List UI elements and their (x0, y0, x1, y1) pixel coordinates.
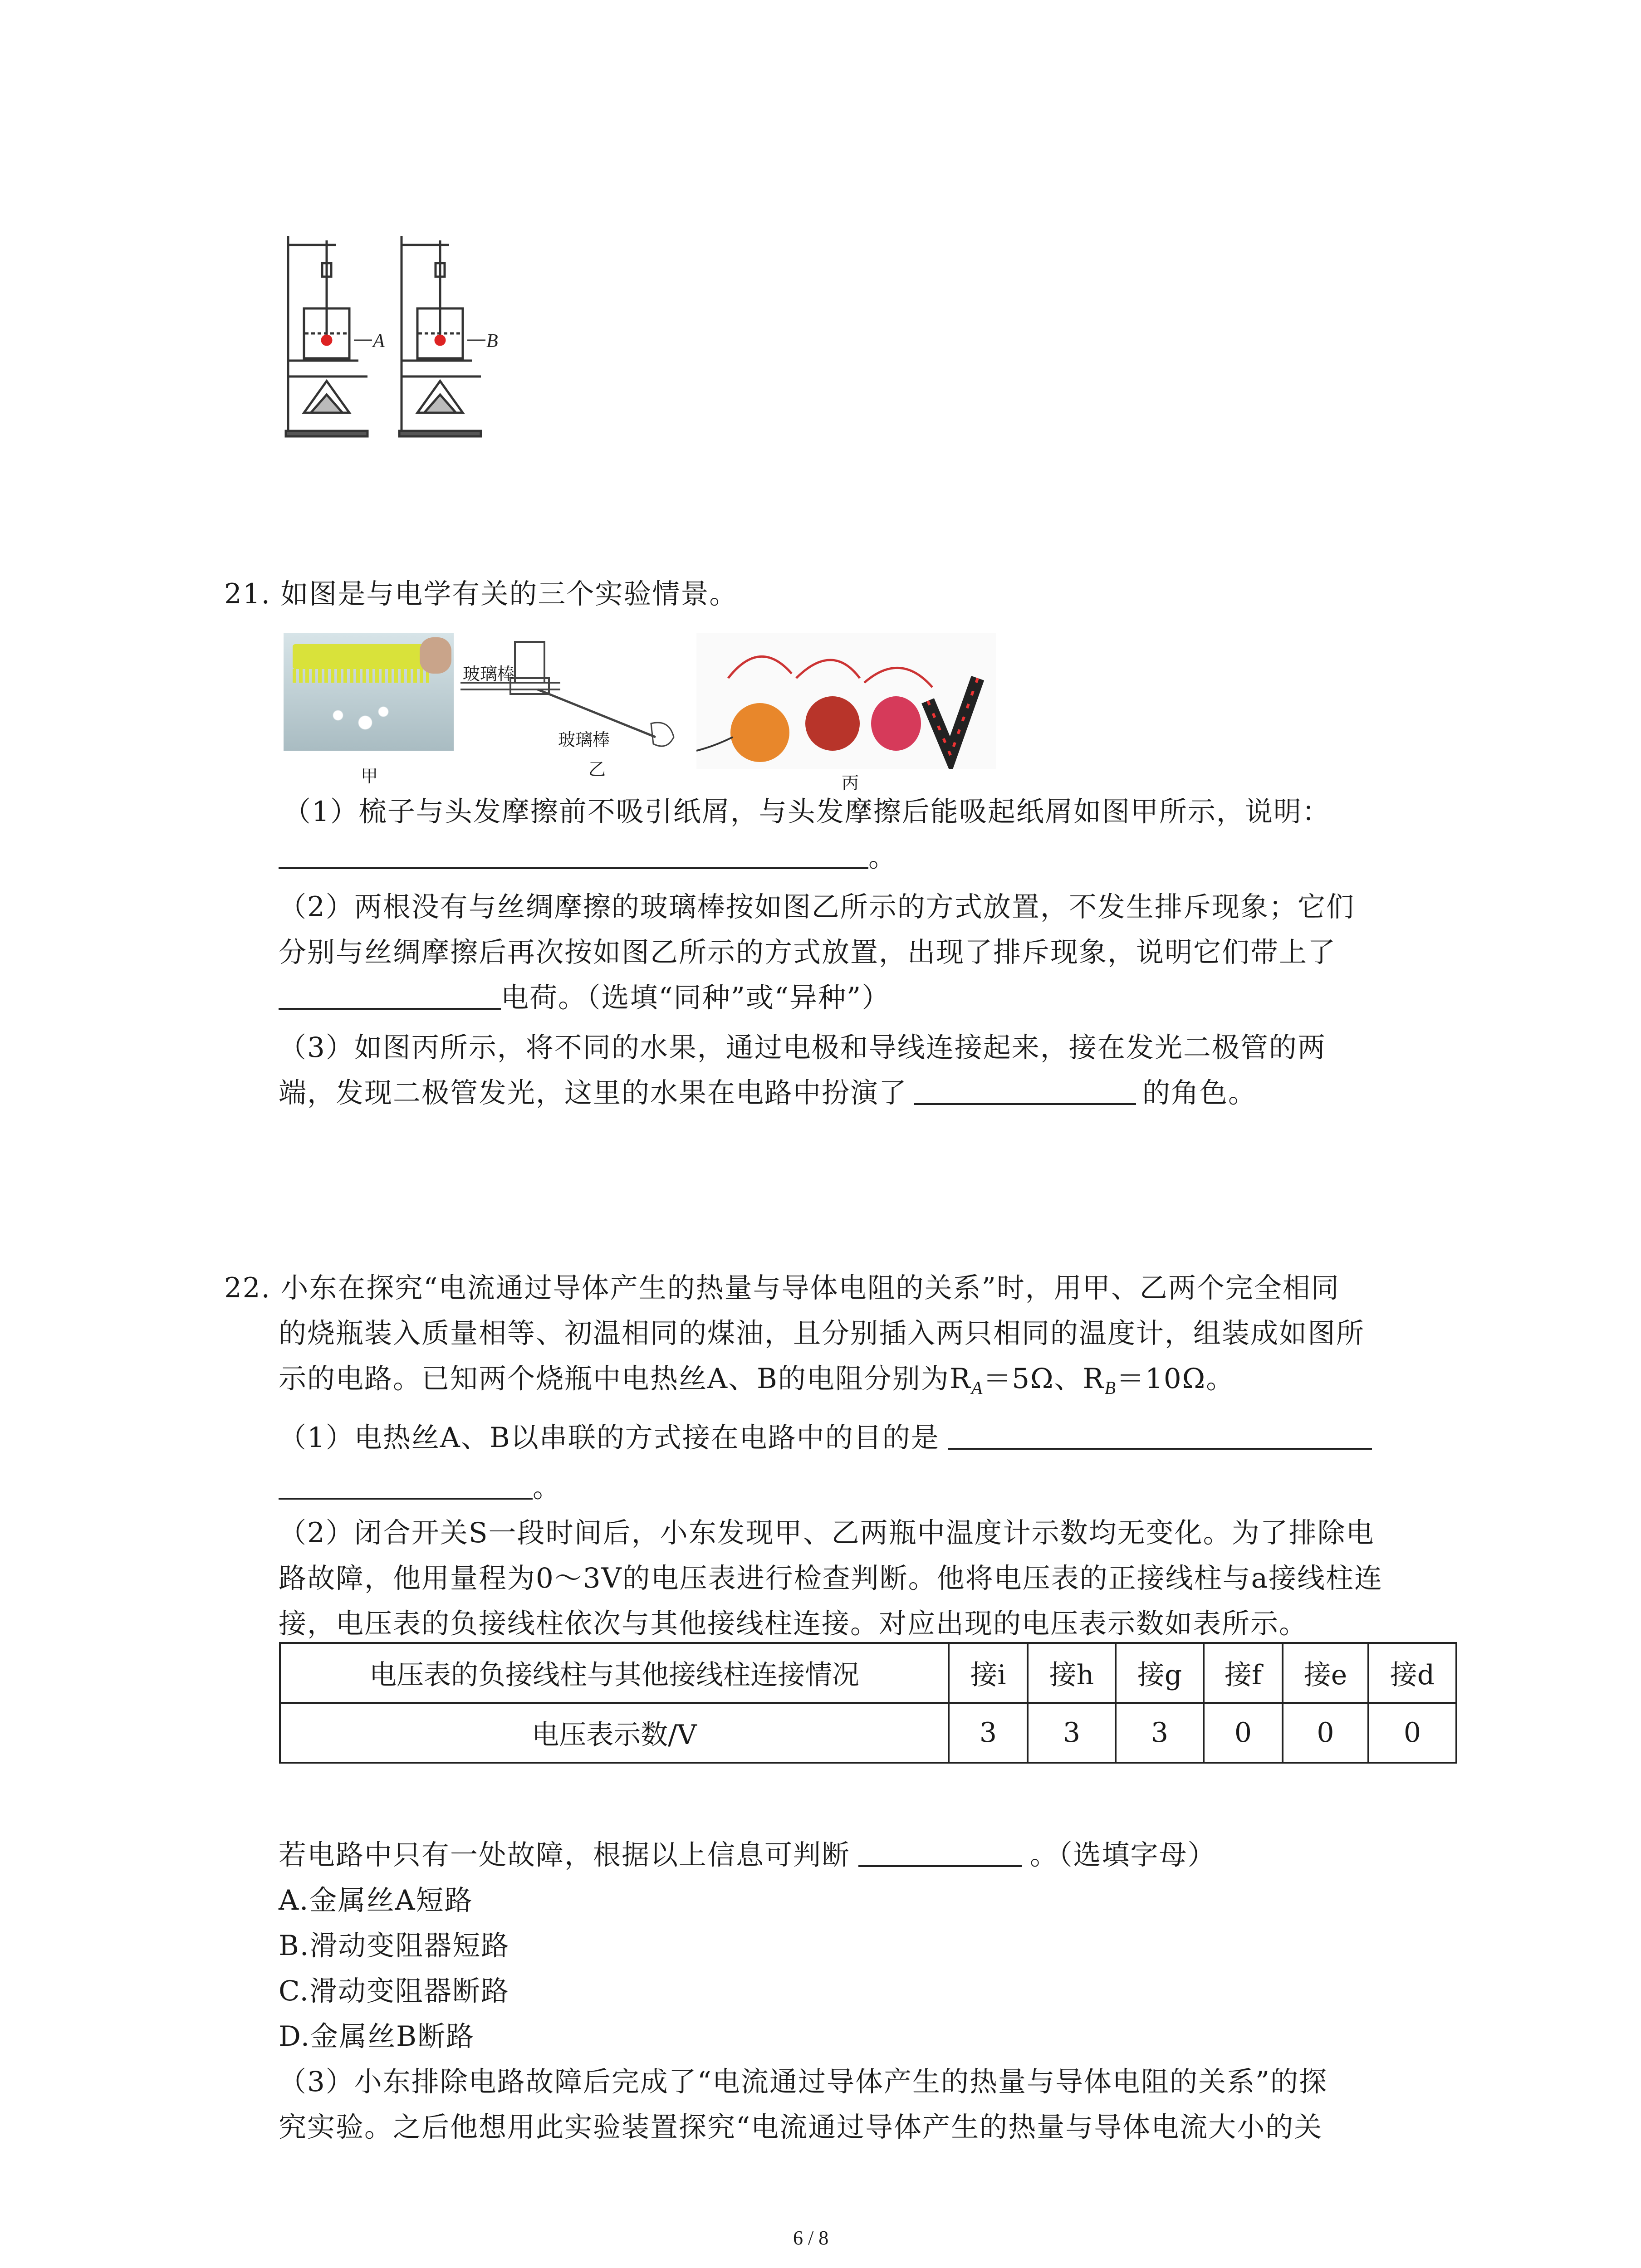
fig-label-bing: 丙 (842, 773, 859, 793)
q22-p3-line1: （3）小东排除电路故障后完成了“电流通过导体产生的热量与导体电阻的关系”的探 (279, 2066, 1328, 2098)
apparatus-a-label: A (373, 331, 385, 352)
table-cell: 0 (1368, 1703, 1456, 1763)
apparatus-b (399, 236, 485, 436)
q22-p1-line2: 。 (279, 1465, 561, 1510)
q22-p1-line1: （1）电热丝A、B以串联的方式接在电路中的目的是 (279, 1415, 1372, 1461)
q21-p1-line2: 。 (279, 835, 897, 880)
q22-option-c: C.滑动变阻器断路 (279, 1975, 509, 2007)
q22-line2: 的烧瓶装入质量相等、初温相同的煤油，且分别插入两只相同的温度计，组装成如图所 (279, 1317, 1365, 1349)
q22-line1: 22. 小东在探究“电流通过导体产生的热量与导体电阻的关系”时，用甲、乙两个完全相同 (224, 1272, 1340, 1304)
q21-p2-line3: 电荷。（选填“同种”或“异种”） (279, 975, 890, 1021)
table-header-cell: 接g (1116, 1643, 1204, 1703)
q21-p2-line1: （2）两根没有与丝绸摩擦的玻璃棒按如图乙所示的方式放置，不发生排斥现象；它们 (279, 891, 1355, 923)
q22-answer-blank-3[interactable] (858, 1838, 1022, 1867)
glass-rod-label-2: 玻璃棒 (558, 730, 610, 750)
table-header-cell: 接d (1368, 1643, 1456, 1703)
q21-answer-blank-3[interactable] (914, 1076, 1136, 1105)
q22-option-b: B.滑动变阻器短路 (279, 1930, 510, 1962)
table-cell: 0 (1204, 1703, 1283, 1763)
apparatus-a (286, 236, 372, 436)
q22-answer-blank-1[interactable] (948, 1421, 1372, 1450)
q21-p1-line1: （1）梳子与头发摩擦前不吸引纸屑，与头发摩擦后能吸起纸屑如图甲所示，说明： (283, 796, 1331, 828)
q22-option-a: A.金属丝A短路 (279, 1884, 473, 1916)
glass-rod-label-1: 玻璃棒 (463, 664, 515, 684)
table-header-row (280, 1643, 1456, 1703)
page-number: 6 / 8 (793, 2227, 829, 2249)
q22-p2-line3: 接，电压表的负接线柱依次与其他接线柱连接。对应出现的电压表示数如表所示。 (279, 1608, 1308, 1640)
q22-p2-line1: （2）闭合开关S一段时间后，小东发现甲、乙两瓶中温度计示数均无变化。为了排除电 (279, 1517, 1375, 1549)
table-cell: 3 (1028, 1703, 1116, 1763)
q21-p2-line2: 分别与丝绸摩擦后再次按如图乙所示的方式放置，出现了排斥现象，说明它们带上了 (279, 936, 1337, 968)
q22-answer-blank-2[interactable] (279, 1471, 533, 1500)
fig-label-jia: 甲 (361, 766, 378, 786)
q21-p3-line1: （3）如图丙所示，将不同的水果，通过电极和导线连接起来，接在发光二极管的两 (279, 1031, 1326, 1064)
apparatus-b-label: B (486, 331, 498, 352)
q21-p3-line2: 端，发现二极管发光，这里的水果在电路中扮演了 的角色。 (279, 1077, 1257, 1109)
table-cell: 3 (949, 1703, 1028, 1763)
q22-judge-line: 若电路中只有一处故障，根据以上信息可判断 。（选填字母） (279, 1839, 1216, 1871)
voltage-table (279, 1642, 1457, 1764)
table-header-cell: 接e (1283, 1643, 1368, 1703)
q22-option-d: D.金属丝B断路 (279, 2020, 475, 2053)
q21-title: 21. 如图是与电学有关的三个实验情景。 (224, 578, 738, 610)
q22-line3: 示的电路。已知两个烧瓶中电热丝A、B的电阻分别为$R_A=5\Omega$、$R_B=10\Omega$。 (279, 1363, 1235, 1398)
fig-label-yi: 乙 (588, 759, 606, 779)
q22-p3-line2: 究实验。之后他想用此实验装置探究“电流通过导体产生的热量与导体电流大小的关 (279, 2111, 1323, 2143)
heating-apparatus-figure (277, 236, 513, 440)
table-cell: 3 (1116, 1703, 1204, 1763)
table-header-cell: 接h (1028, 1643, 1116, 1703)
table-header-cell: 电压表的负接线柱与其他接线柱连接情况 (280, 1643, 949, 1703)
fruit-battery-photo (696, 633, 996, 769)
q21-answer-blank-1[interactable] (279, 840, 868, 869)
table-row (280, 1703, 1456, 1763)
q22-p2-line2: 路故障，他用量程为0～3V的电压表进行检查判断。他将电压表的正接线柱与a接线柱连 (279, 1562, 1383, 1594)
q21-figure (284, 633, 1000, 805)
table-header-cell: 接i (949, 1643, 1028, 1703)
table-cell: 电压表示数/V (280, 1703, 949, 1763)
comb-photo (284, 633, 454, 751)
table-header-cell: 接f (1204, 1643, 1283, 1703)
table-cell: 0 (1283, 1703, 1368, 1763)
q21-answer-blank-2[interactable] (279, 981, 501, 1010)
